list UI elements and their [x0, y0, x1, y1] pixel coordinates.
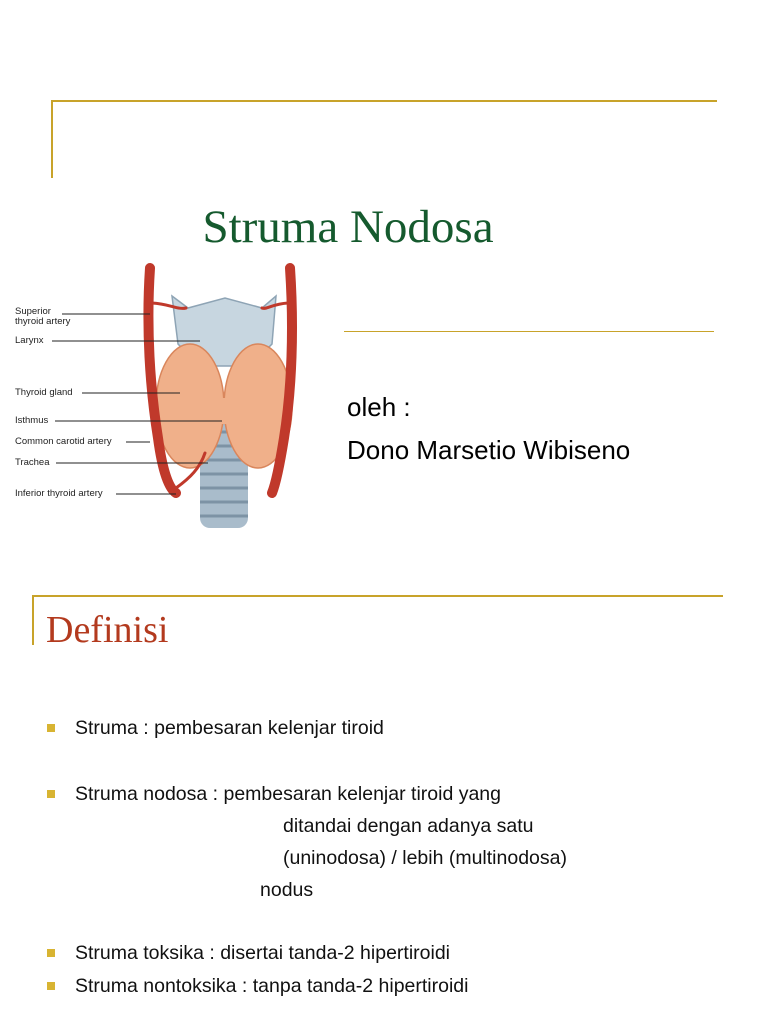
thyroid-anatomy-illustration [0, 248, 345, 548]
top-frame-vertical-line [51, 100, 53, 178]
definition-slide [0, 578, 768, 1024]
slide-title: Struma Nodosa [202, 201, 494, 253]
square-bullet-icon [47, 949, 55, 957]
square-bullet-icon [47, 724, 55, 732]
square-bullet-icon [47, 790, 55, 798]
bullet-2-line-3: (uninodosa) / lebih (multinodosa) [283, 847, 567, 869]
label-superior-thyroid-artery-1: Superior [15, 306, 51, 317]
label-inferior-thyroid-artery: Inferior thyroid artery [15, 488, 103, 499]
title-underline [344, 331, 714, 332]
top-frame-horizontal-line [51, 100, 717, 102]
label-superior-thyroid-artery-2: thyroid artery [15, 316, 71, 327]
bullet-4-line-1: Struma nontoksika : tanpa tanda-2 hipertiroidi [75, 975, 469, 997]
thyroid-anatomy-icon [0, 248, 345, 548]
label-trachea: Trachea [15, 457, 50, 468]
label-thyroid-gland: Thyroid gland [15, 387, 73, 398]
definition-bullet-list [0, 578, 768, 1024]
bullet-2-line-4: nodus [260, 879, 314, 901]
bullet-1-line-1: Struma : pembesaran kelenjar tiroid [75, 717, 384, 739]
label-larynx: Larynx [15, 335, 44, 346]
label-common-carotid-artery: Common carotid artery [15, 436, 112, 447]
author-name: Dono Marsetio Wibiseno [347, 435, 631, 465]
bullet-3-line-1: Struma toksika : disertai tanda-2 hipertiroidi [75, 942, 451, 964]
square-bullet-icon [47, 982, 55, 990]
bullet-2-line-1: Struma nodosa : pembesaran kelenjar tiroid yang [75, 783, 501, 805]
author-prefix: oleh : [347, 392, 411, 422]
label-isthmus: Isthmus [15, 415, 49, 426]
definition-title: Definisi [46, 609, 169, 651]
bullet-2-line-2: ditandai dengan adanya satu [283, 815, 534, 837]
author-block [347, 386, 630, 472]
